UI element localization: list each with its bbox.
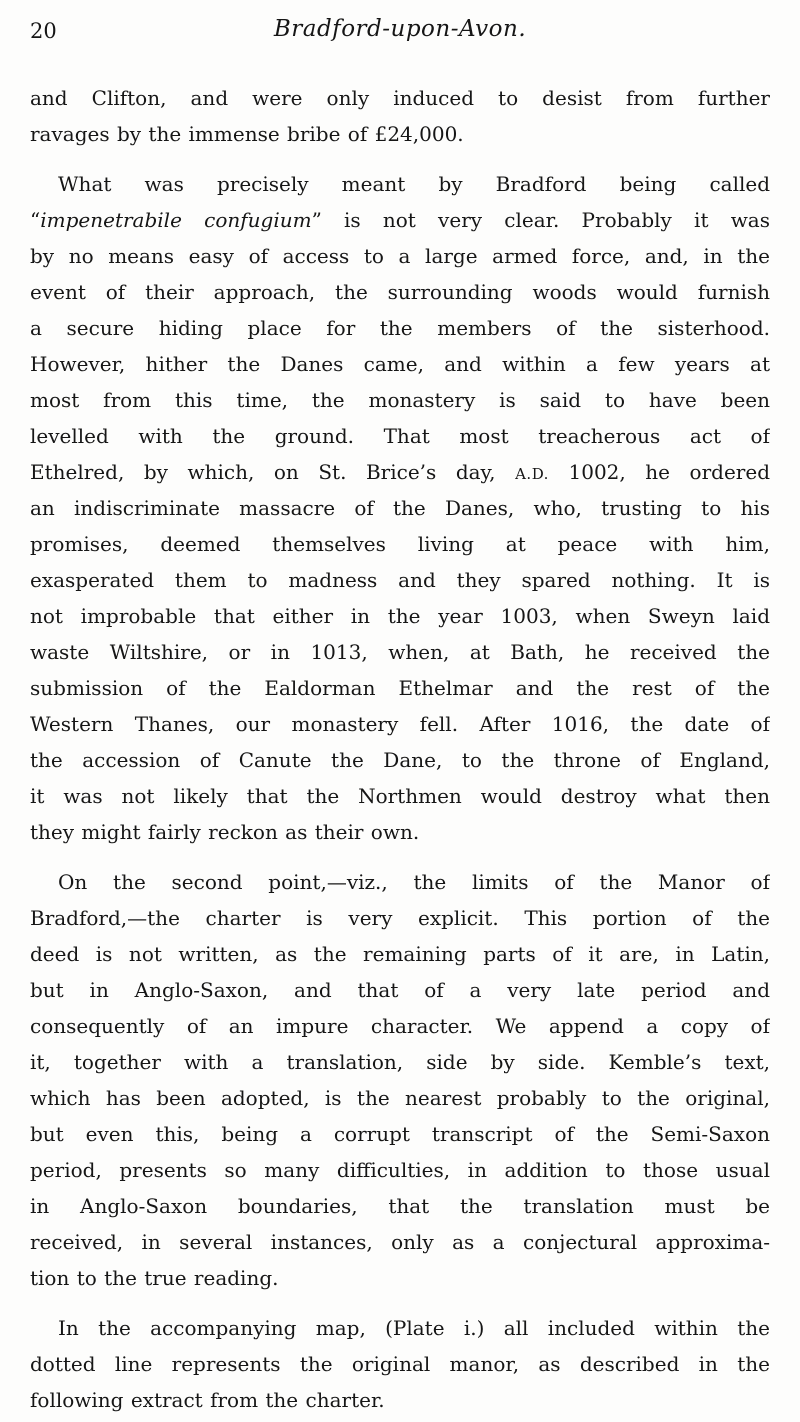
- text-line: ravages by the immense bribe of £24,000.: [30, 122, 464, 146]
- paragraph: [30, 80, 770, 152]
- text-line: Ethelred, by which, on St. Brice’s day, A.D. 1002, he ordered: [30, 460, 770, 484]
- text-line: deed is not written, as the remaining parts of it are, in Latin,: [30, 942, 770, 966]
- text-line: What was precisely meant by Bradford being called: [58, 172, 770, 196]
- text-line: most from this time, the monastery is said to have been: [30, 388, 770, 412]
- paragraph: [30, 1310, 770, 1418]
- text-line: and Clifton, and were only induced to desist from further: [30, 86, 770, 110]
- text-line: waste Wiltshire, or in 1013, when, at Bath, he received the: [30, 640, 770, 664]
- text-line: submission of the Ealdorman Ethelmar and the rest of the: [30, 676, 770, 700]
- text-line: an indiscriminate massacre of the Danes, who, trusting to his: [30, 496, 770, 520]
- page-header: [30, 16, 770, 50]
- text-line: consequently of an impure character. We append a copy of: [30, 1014, 770, 1038]
- text-line: Western Thanes, our monastery fell. After 1016, the date of: [30, 712, 770, 736]
- text-line: they might fairly reckon as their own.: [30, 820, 420, 844]
- text-line: However, hither the Danes came, and within a few years at: [30, 352, 770, 376]
- text-line: levelled with the ground. That most treacherous act of: [30, 424, 770, 448]
- text-line: exasperated them to madness and they spared nothing. It is: [30, 568, 770, 592]
- text-line: On the second point,—viz., the limits of the Manor of: [58, 870, 770, 894]
- text-line: it was not likely that the Northmen would destroy what then: [30, 784, 770, 808]
- text-line: it, together with a translation, side by side. Kemble’s text,: [30, 1050, 770, 1074]
- text-line: not improbable that either in the year 1003, when Sweyn laid: [30, 604, 770, 628]
- text-line: but even this, being a corrupt transcript of the Semi-Saxon: [30, 1122, 770, 1146]
- text-block: [30, 80, 770, 1418]
- text-line: In the accompanying map, (Plate i.) all included within the: [58, 1316, 770, 1340]
- running-title: Bradford-upon-Avon.: [273, 16, 527, 42]
- text-line: but in Anglo-Saxon, and that of a very late period and: [30, 978, 770, 1002]
- text-line: received, in several instances, only as a conjectural approxima-: [30, 1230, 770, 1254]
- text-line: which has been adopted, is the nearest probably to the original,: [30, 1086, 770, 1110]
- text-line: period, presents so many difficulties, in addition to those usual: [30, 1158, 770, 1182]
- page-number: 20: [30, 19, 57, 43]
- text-line: Bradford,—the charter is very explicit. This portion of the: [30, 906, 770, 930]
- text-line: promises, deemed themselves living at peace with him,: [30, 532, 770, 556]
- text-line: a secure hiding place for the members of the sisterhood.: [30, 316, 770, 340]
- text-line: in Anglo-Saxon boundaries, that the translation must be: [30, 1194, 770, 1218]
- paragraph: [30, 864, 770, 1296]
- text-line: the accession of Canute the Dane, to the throne of England,: [30, 748, 770, 772]
- text-line: following extract from the charter.: [30, 1388, 385, 1412]
- text-line: tion to the true reading.: [30, 1266, 279, 1290]
- text-line: dotted line represents the original manor, as described in the: [30, 1352, 770, 1376]
- paragraph: [30, 166, 770, 850]
- text-line: by no means easy of access to a large armed force, and, in the: [30, 244, 770, 268]
- text-line: “impenetrabile confugium” is not very clear. Probably it was: [30, 208, 770, 232]
- text-line: event of their approach, the surrounding woods would furnish: [30, 280, 770, 304]
